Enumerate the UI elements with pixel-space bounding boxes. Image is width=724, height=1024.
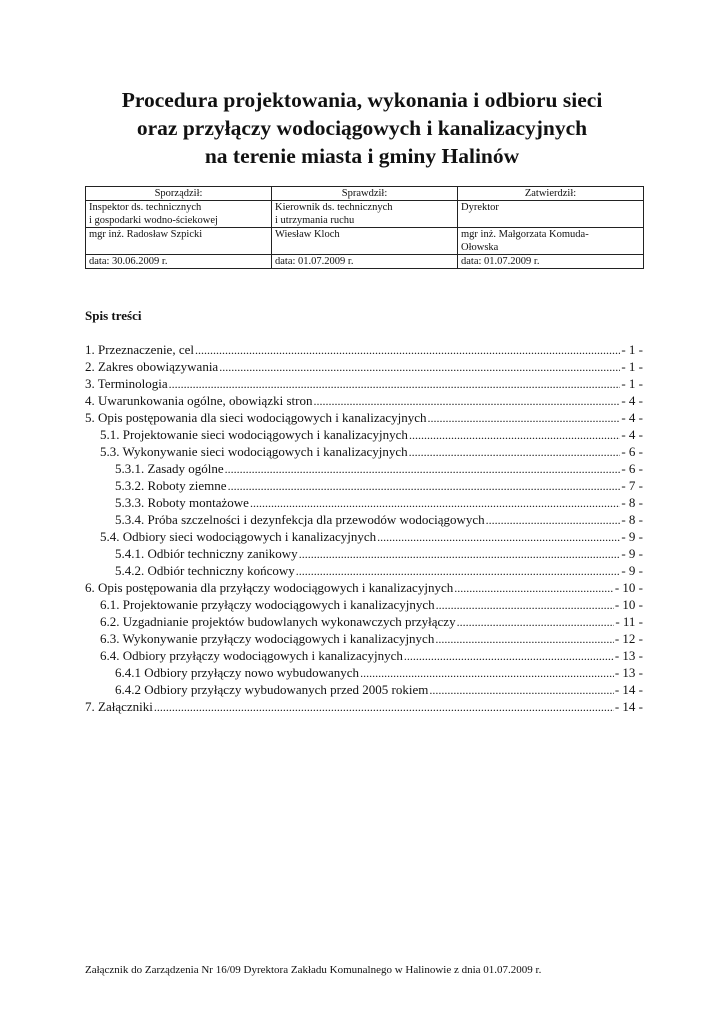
- toc-entry[interactable]: [85, 511, 643, 528]
- toc-entry[interactable]: [85, 647, 643, 664]
- toc-leader-dots: [429, 682, 613, 699]
- toc-entry-page: - 8 -: [621, 495, 643, 510]
- toc-entry[interactable]: [85, 358, 643, 375]
- toc-leader-dots: [457, 614, 615, 631]
- table-of-contents: [85, 341, 643, 715]
- toc-entry-page: - 9 -: [621, 546, 643, 561]
- toc-entry-label: 5.3. Wykonywanie sieci wodociągowych i kanalizacyjnych: [100, 444, 408, 459]
- toc-entry[interactable]: [85, 613, 643, 630]
- toc-entry-page: - 1 -: [621, 376, 643, 391]
- signoff-row-position: [86, 201, 644, 228]
- toc-entry[interactable]: [85, 562, 643, 579]
- toc-entry-page: - 9 -: [621, 529, 643, 544]
- toc-leader-dots: [250, 495, 620, 512]
- signoff-cell: Kierownik ds. technicznych i utrzymania ruchu: [272, 201, 458, 228]
- toc-entry-label: 5.3.3. Roboty montażowe: [115, 495, 249, 510]
- toc-heading: Spis treści: [85, 308, 142, 323]
- toc-entry-page: - 1 -: [621, 342, 643, 357]
- signoff-cell: Dyrektor: [458, 201, 644, 228]
- title-line-1: Procedura projektowania, wykonania i odbioru sieci: [121, 88, 603, 112]
- toc-entry[interactable]: [85, 409, 643, 426]
- toc-leader-dots: [225, 461, 621, 478]
- toc-entry-label: 6.3. Wykonywanie przyłączy wodociągowych i kanalizacyjnych: [100, 631, 435, 646]
- toc-entry-page: - 4 -: [621, 393, 643, 408]
- toc-entry-label: 5.1. Projektowanie sieci wodociągowych i kanalizacyjnych: [100, 427, 408, 442]
- toc-entry-label: 5.3.4. Próba szczelności i dezynfekcja dla przewodów wodociągowych: [115, 512, 485, 527]
- toc-leader-dots: [360, 665, 614, 682]
- toc-entry[interactable]: [85, 596, 643, 613]
- toc-entry-label: 7. Załączniki: [85, 699, 153, 714]
- toc-entry-page: - 4 -: [621, 427, 643, 442]
- toc-leader-dots: [219, 359, 620, 376]
- toc-entry-label: 6.2. Uzgadnianie projektów budowlanych wykonawczych przyłączy: [100, 614, 456, 629]
- signoff-cell: data: 01.07.2009 r.: [272, 255, 458, 269]
- toc-entry[interactable]: [85, 630, 643, 647]
- toc-leader-dots: [409, 427, 620, 444]
- toc-entry[interactable]: [85, 460, 643, 477]
- signoff-cell: data: 01.07.2009 r.: [458, 255, 644, 269]
- toc-entry[interactable]: [85, 443, 643, 460]
- toc-entry-label: 6.1. Projektowanie przyłączy wodociągowych i kanalizacyjnych: [100, 597, 435, 612]
- toc-leader-dots: [404, 648, 614, 665]
- toc-entry-label: 3. Terminologia: [85, 376, 168, 391]
- toc-entry-page: - 1 -: [621, 359, 643, 374]
- toc-entry-page: - 12 -: [614, 631, 643, 646]
- toc-entry[interactable]: [85, 664, 643, 681]
- toc-entry[interactable]: [85, 528, 643, 545]
- toc-entry-label: 5.4.1. Odbiór techniczny zanikowy: [115, 546, 298, 561]
- toc-entry[interactable]: [85, 681, 643, 698]
- signoff-row-name: [86, 228, 644, 255]
- toc-entry-label: 1. Przeznaczenie, cel: [85, 342, 194, 357]
- toc-entry-label: 6.4.2 Odbiory przyłączy wybudowanych przed 2005 rokiem: [115, 682, 429, 697]
- toc-entry-page: - 4 -: [621, 410, 643, 425]
- toc-leader-dots: [428, 410, 621, 427]
- title-line-2: oraz przyłączy wodociągowych i kanalizacyjnych: [136, 116, 588, 140]
- signoff-row-date: [86, 255, 644, 269]
- toc-entry-page: - 14 -: [614, 682, 643, 697]
- document-title: [60, 86, 664, 170]
- signoff-table: [85, 186, 644, 269]
- toc-entry-label: 5. Opis postępowania dla sieci wodociągowych i kanalizacyjnych: [85, 410, 427, 425]
- toc-entry[interactable]: [85, 698, 643, 715]
- toc-entry-page: - 6 -: [621, 461, 643, 476]
- toc-entry-page: - 10 -: [614, 597, 643, 612]
- toc-entry-label: 2. Zakres obowiązywania: [85, 359, 219, 374]
- signoff-cell: Wiesław Kloch: [272, 228, 458, 255]
- toc-entry-page: - 8 -: [621, 512, 643, 527]
- toc-entry-label: 4. Uwarunkowania ogólne, obowiązki stron: [85, 393, 313, 408]
- toc-entry-page: - 7 -: [621, 478, 643, 493]
- toc-leader-dots: [435, 631, 613, 648]
- toc-entry-page: - 14 -: [614, 699, 643, 714]
- signoff-cell: Inspektor ds. technicznych i gospodarki wodno-ściekowej: [86, 201, 272, 228]
- toc-leader-dots: [313, 393, 620, 410]
- toc-entry-label: 6.4. Odbiory przyłączy wodociągowych i kanalizacyjnych: [100, 648, 403, 663]
- signoff-cell: data: 30.06.2009 r.: [86, 255, 272, 269]
- toc-entry[interactable]: [85, 426, 643, 443]
- signoff-header-prepared: Sporządził:: [86, 187, 272, 201]
- toc-entry-label: 5.3.1. Zasady ogólne: [115, 461, 224, 476]
- toc-leader-dots: [486, 512, 621, 529]
- toc-leader-dots: [154, 699, 614, 716]
- toc-entry-page: - 11 -: [615, 614, 643, 629]
- signoff-header-checked: Sprawdził:: [272, 187, 458, 201]
- signoff-header-row: [86, 187, 644, 201]
- toc-entry[interactable]: [85, 375, 643, 392]
- toc-entry-label: 5.4. Odbiory sieci wodociągowych i kanalizacyjnych: [100, 529, 377, 544]
- footer-note: Załącznik do Zarządzenia Nr 16/09 Dyrektora Zakładu Komunalnego w Halinowie z dnia 01.07.2009 r.: [85, 964, 542, 976]
- signoff-cell: mgr inż. Małgorzata Komuda- Ołowska: [458, 228, 644, 255]
- toc-entry-label: 6. Opis postępowania dla przyłączy wodociągowych i kanalizacyjnych: [85, 580, 454, 595]
- toc-leader-dots: [436, 597, 614, 614]
- title-line-3: na terenie miasta i gminy Halinów: [204, 144, 520, 168]
- toc-entry[interactable]: [85, 494, 643, 511]
- toc-leader-dots: [195, 342, 620, 359]
- toc-entry[interactable]: [85, 545, 643, 562]
- signoff-cell: mgr inż. Radosław Szpicki: [86, 228, 272, 255]
- toc-leader-dots: [228, 478, 621, 495]
- toc-entry-page: - 10 -: [614, 580, 643, 595]
- toc-entry-label: 6.4.1 Odbiory przyłączy nowo wybudowanych: [115, 665, 360, 680]
- signoff-header-approved: Zatwierdził:: [458, 187, 644, 201]
- toc-entry-label: 5.4.2. Odbiór techniczny końcowy: [115, 563, 295, 578]
- toc-leader-dots: [409, 444, 621, 461]
- toc-entry[interactable]: [85, 392, 643, 409]
- toc-entry[interactable]: [85, 341, 643, 358]
- toc-entry-label: 5.3.2. Roboty ziemne: [115, 478, 227, 493]
- toc-entry-page: - 6 -: [621, 444, 643, 459]
- toc-leader-dots: [299, 546, 621, 563]
- toc-entry-page: - 13 -: [614, 665, 643, 680]
- toc-entry[interactable]: [85, 477, 643, 494]
- toc-leader-dots: [169, 376, 621, 393]
- toc-leader-dots: [296, 563, 621, 580]
- toc-leader-dots: [377, 529, 620, 546]
- toc-leader-dots: [454, 580, 614, 597]
- toc-entry-page: - 13 -: [614, 648, 643, 663]
- toc-entry[interactable]: [85, 579, 643, 596]
- toc-entry-page: - 9 -: [621, 563, 643, 578]
